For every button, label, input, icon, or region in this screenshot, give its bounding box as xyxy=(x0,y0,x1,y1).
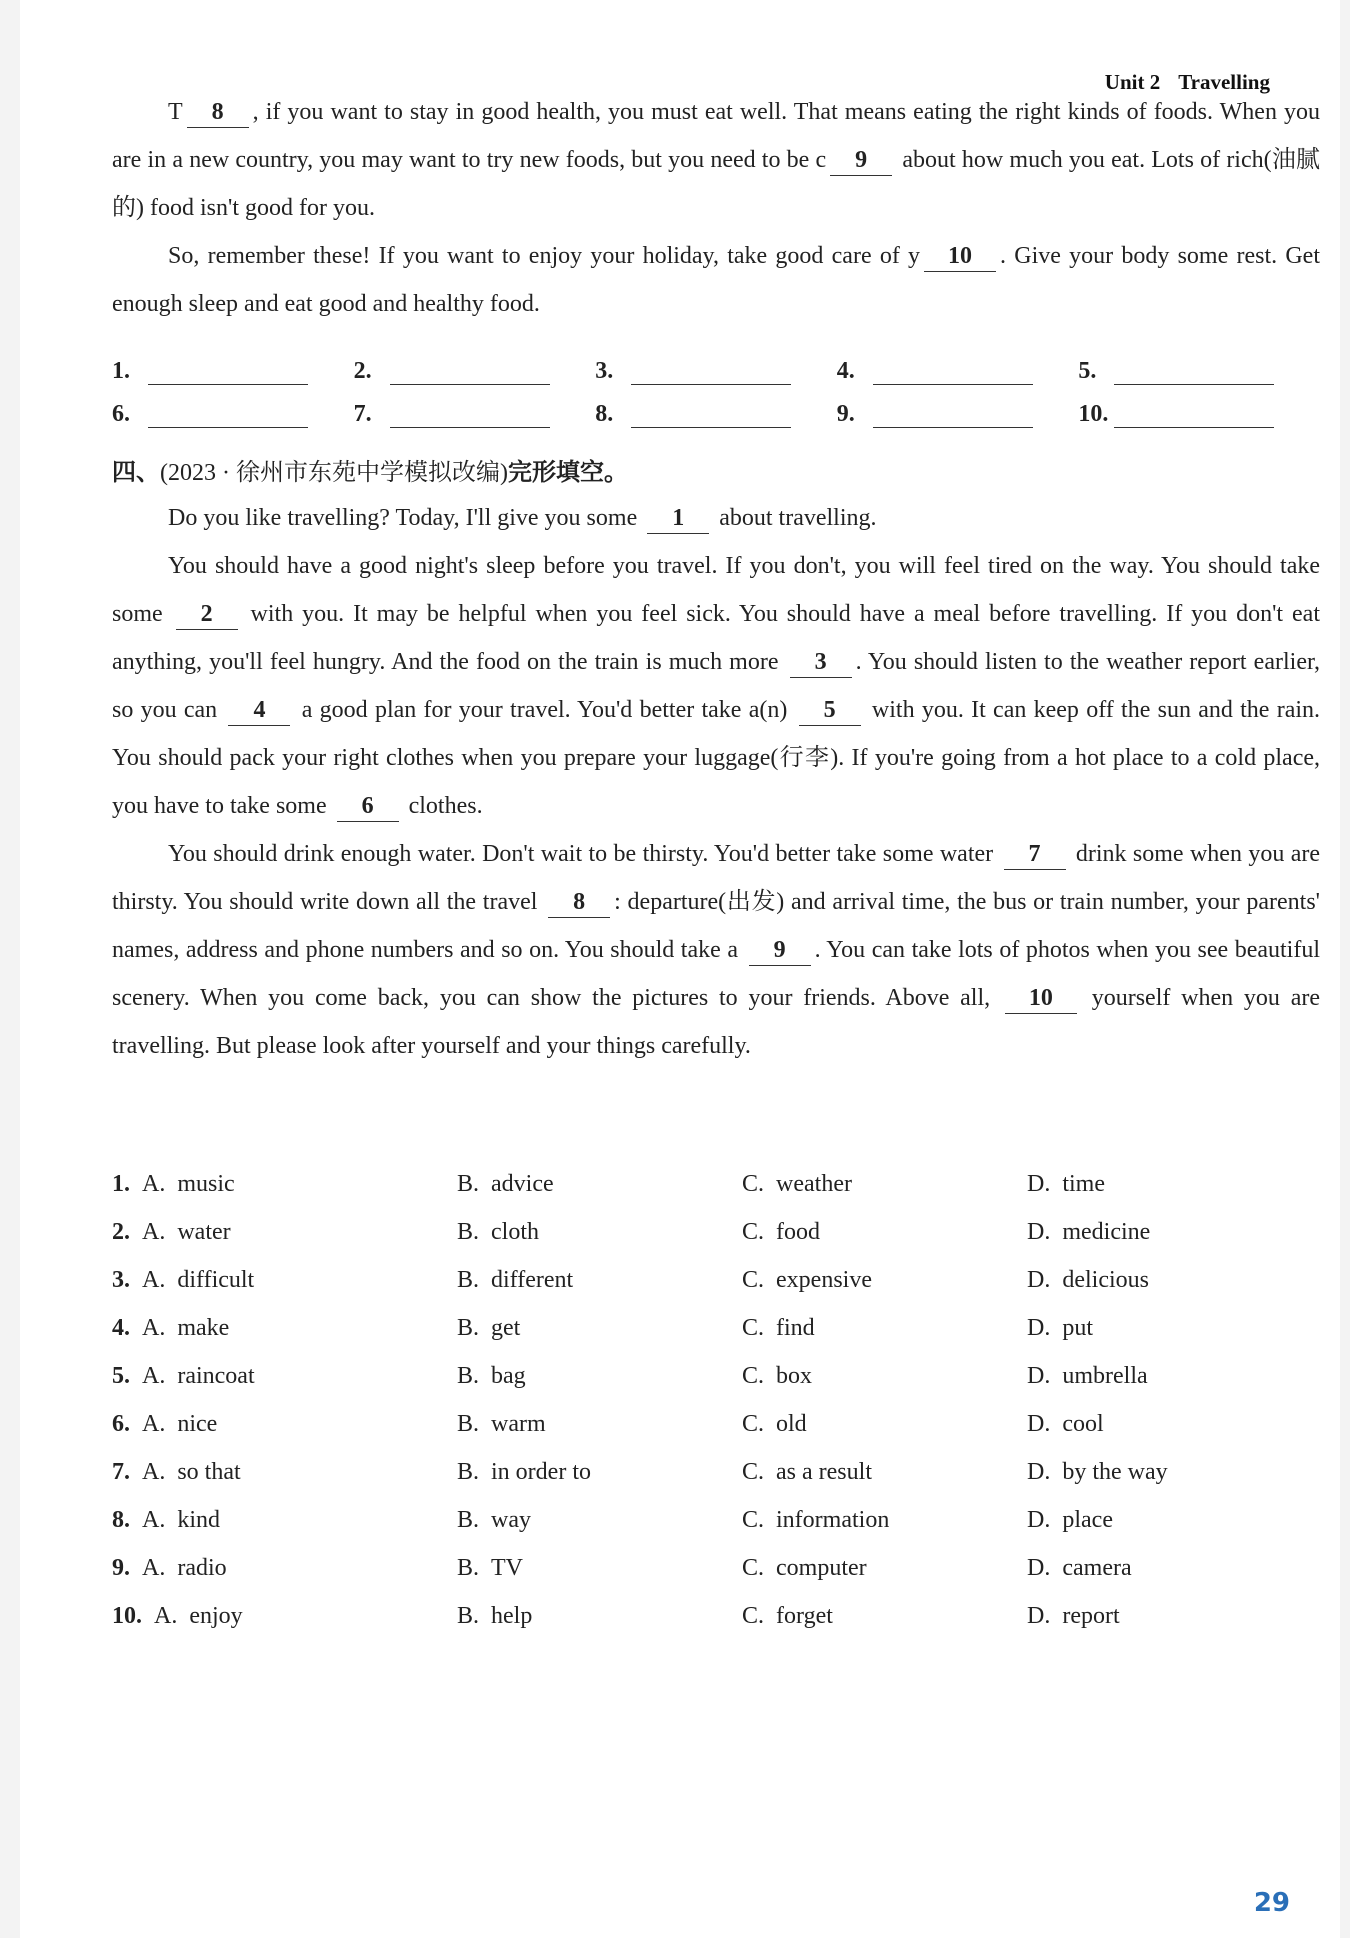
answer-line[interactable] xyxy=(837,399,1079,428)
option-row xyxy=(112,1304,1320,1352)
question-number: 3. xyxy=(112,1266,130,1293)
option-b[interactable] xyxy=(457,1267,573,1294)
passage-b-paragraph-1 xyxy=(112,494,1320,542)
option-letter: C. xyxy=(742,1554,765,1581)
answer-line[interactable] xyxy=(837,356,1079,385)
option-b[interactable] xyxy=(457,1411,546,1438)
answer-blank[interactable] xyxy=(873,399,1033,428)
option-text: make xyxy=(177,1314,230,1341)
answer-line[interactable] xyxy=(595,399,837,428)
passage-b-paragraph-3 xyxy=(112,830,1320,1070)
option-text: kind xyxy=(177,1506,221,1533)
option-letter: D. xyxy=(1027,1218,1051,1245)
option-text: find xyxy=(776,1314,815,1341)
option-letter: A. xyxy=(142,1458,166,1485)
blank-2[interactable]: 2 xyxy=(176,599,238,630)
option-b[interactable] xyxy=(457,1219,539,1246)
option-a[interactable] xyxy=(142,1219,231,1246)
option-letter: D. xyxy=(1027,1266,1051,1293)
option-b[interactable] xyxy=(457,1555,523,1582)
option-c[interactable] xyxy=(742,1363,812,1390)
section-title xyxy=(112,452,628,487)
option-text: enjoy xyxy=(189,1602,243,1629)
question-number: 5. xyxy=(112,1362,130,1389)
page xyxy=(20,0,1340,1938)
text-span: with you. It may be helpful when you feel sick. You should have a meal before travelling. If you don't eat anything, you'll feel hungry. And the food on the train is much more xyxy=(112,601,1320,675)
option-text: way xyxy=(491,1506,531,1533)
option-letter: D. xyxy=(1027,1314,1051,1341)
option-letter: B. xyxy=(457,1458,480,1485)
option-letter: D. xyxy=(1027,1410,1051,1437)
answer-number: 10. xyxy=(1078,401,1109,427)
option-d[interactable] xyxy=(1027,1411,1104,1438)
blank-6[interactable]: 6 xyxy=(337,791,399,822)
option-text: music xyxy=(177,1170,235,1197)
passage-a-paragraph-1 xyxy=(112,88,1320,232)
answer-number: 6. xyxy=(112,401,130,427)
answer-blank[interactable] xyxy=(148,399,308,428)
option-text: box xyxy=(776,1362,813,1389)
answer-line[interactable] xyxy=(112,356,354,385)
option-text: forget xyxy=(776,1602,833,1629)
option-letter: C. xyxy=(742,1362,765,1389)
option-d[interactable] xyxy=(1027,1507,1113,1534)
option-c[interactable] xyxy=(742,1219,820,1246)
blank-3[interactable]: 3 xyxy=(790,647,852,678)
option-letter: B. xyxy=(457,1170,480,1197)
option-text: computer xyxy=(776,1554,867,1581)
question-number: 4. xyxy=(112,1314,130,1341)
option-letter: B. xyxy=(457,1410,480,1437)
text-span: You should have a good night's sleep before you travel. If you don't, you will feel tired on the way. You should take some xyxy=(112,553,1320,627)
option-row xyxy=(112,1400,1320,1448)
option-text: information xyxy=(776,1506,890,1533)
option-text: weather xyxy=(776,1170,852,1197)
answer-line[interactable] xyxy=(112,399,354,428)
option-row xyxy=(112,1352,1320,1400)
text-span: . Give your body some rest. Get enough sleep and eat good and healthy food. xyxy=(112,243,1321,317)
answer-blank[interactable] xyxy=(631,356,791,385)
answer-blank[interactable] xyxy=(1114,356,1274,385)
option-letter: D. xyxy=(1027,1602,1051,1629)
section-label: 四、 xyxy=(112,458,160,486)
option-b[interactable] xyxy=(457,1459,591,1486)
question-number: 7. xyxy=(112,1458,130,1485)
text-span: about travelling. xyxy=(719,505,877,531)
blank-9[interactable]: 9 xyxy=(830,145,892,176)
passage-a-paragraph-2 xyxy=(112,232,1320,328)
option-text: camera xyxy=(1062,1554,1132,1581)
option-letter: C. xyxy=(742,1314,765,1341)
question-number: 2. xyxy=(112,1218,130,1245)
answer-blank[interactable] xyxy=(390,356,550,385)
option-c[interactable] xyxy=(742,1507,889,1534)
option-b[interactable] xyxy=(457,1171,554,1198)
option-text: report xyxy=(1062,1602,1120,1629)
option-text: in order to xyxy=(491,1458,591,1485)
option-letter: C. xyxy=(742,1506,765,1533)
option-row xyxy=(112,1544,1320,1592)
option-letter: B. xyxy=(457,1506,480,1533)
option-c[interactable] xyxy=(742,1267,872,1294)
option-letter: C. xyxy=(742,1410,765,1437)
option-a[interactable] xyxy=(142,1459,241,1486)
option-text: place xyxy=(1062,1506,1113,1533)
text-span: about how much you eat. Lots of rich(油腻的) food isn't good for you. xyxy=(112,147,1321,221)
option-c[interactable] xyxy=(742,1315,815,1342)
option-text: cloth xyxy=(491,1218,540,1245)
section-heading: 完形填空。 xyxy=(507,458,628,486)
option-text: time xyxy=(1062,1170,1105,1197)
answer-blank[interactable] xyxy=(873,356,1033,385)
option-b[interactable] xyxy=(457,1507,531,1534)
option-letter: B. xyxy=(457,1362,480,1389)
option-letter: B. xyxy=(457,1602,480,1629)
option-d[interactable] xyxy=(1027,1267,1149,1294)
blank-5[interactable]: 5 xyxy=(799,695,861,726)
option-text: by the way xyxy=(1062,1458,1168,1485)
option-text: old xyxy=(776,1410,807,1437)
text-span: . You can take lots of photos when you see beautiful scenery. When you come back, you can show the pictures to your friends. Above all, xyxy=(112,937,1321,1011)
option-text: raincoat xyxy=(177,1362,255,1389)
blank-8[interactable]: 8 xyxy=(187,97,249,128)
option-letter: D. xyxy=(1027,1362,1051,1389)
blank-8b[interactable]: 8 xyxy=(548,887,610,918)
text-span: drink some when you are thirsty. You should write down all the travel xyxy=(112,841,1320,915)
blank-10[interactable]: 10 xyxy=(924,241,996,272)
option-letter: C. xyxy=(742,1458,765,1485)
option-text: water xyxy=(177,1218,231,1245)
option-letter: D. xyxy=(1027,1554,1051,1581)
text-span: : departure(出发) and arrival time, the bus or train number, your parents' names, address and phone numbers and so on. You should take a xyxy=(112,889,1320,963)
option-a[interactable] xyxy=(142,1507,220,1534)
text-span: You should drink enough water. Don't wait to be thirsty. You'd better take some water xyxy=(168,841,994,867)
option-d[interactable] xyxy=(1027,1459,1168,1486)
option-row xyxy=(112,1256,1320,1304)
options-list xyxy=(112,1160,1320,1640)
answer-number: 7. xyxy=(353,401,372,427)
option-text: delicious xyxy=(1062,1266,1149,1293)
answer-blank[interactable] xyxy=(631,399,791,428)
option-row xyxy=(112,1448,1320,1496)
option-text: as a result xyxy=(776,1458,872,1485)
option-letter: C. xyxy=(742,1266,765,1293)
answer-number: 8. xyxy=(595,401,614,427)
option-letter: B. xyxy=(457,1314,480,1341)
text-span: Do you like travelling? Today, I'll give you some xyxy=(168,505,638,531)
text-span: yourself when you are travelling. But please look after yourself and your things carefully. xyxy=(112,985,1321,1059)
option-text: help xyxy=(491,1602,533,1629)
option-c[interactable] xyxy=(742,1459,872,1486)
option-text: nice xyxy=(177,1410,218,1437)
page-number: 29 xyxy=(1253,1888,1290,1918)
option-text: different xyxy=(491,1266,574,1293)
option-text: difficult xyxy=(177,1266,255,1293)
option-letter: B. xyxy=(457,1554,480,1581)
answer-number: 9. xyxy=(836,401,855,427)
answer-blank[interactable] xyxy=(390,399,550,428)
option-letter: D. xyxy=(1027,1170,1051,1197)
question-number: 10. xyxy=(112,1602,142,1629)
text-span: T xyxy=(168,99,183,125)
passage-a xyxy=(112,88,1320,328)
option-a[interactable] xyxy=(142,1315,229,1342)
option-letter: A. xyxy=(142,1362,166,1389)
option-a[interactable] xyxy=(142,1363,255,1390)
option-text: put xyxy=(1062,1314,1094,1341)
option-text: cool xyxy=(1062,1410,1104,1437)
option-c[interactable] xyxy=(742,1171,852,1198)
option-letter: C. xyxy=(742,1218,765,1245)
option-letter: A. xyxy=(142,1266,166,1293)
text-span: , if you want to stay in good health, you must eat well. That means eating the right kinds of foods. When you are in a new country, you may want to try new foods, but you need to be c xyxy=(112,99,1320,173)
option-text: bag xyxy=(491,1362,526,1389)
option-a[interactable] xyxy=(154,1603,243,1630)
answer-blank[interactable] xyxy=(1114,399,1274,428)
option-letter: B. xyxy=(457,1266,480,1293)
option-letter: A. xyxy=(142,1554,166,1581)
option-a[interactable] xyxy=(142,1267,254,1294)
blank-7[interactable]: 7 xyxy=(1004,839,1066,870)
answer-number: 1. xyxy=(112,358,130,384)
answer-number: 2. xyxy=(353,358,372,384)
option-a[interactable] xyxy=(142,1555,227,1582)
text-span: clothes. xyxy=(408,793,483,819)
option-d[interactable] xyxy=(1027,1171,1105,1198)
option-text: get xyxy=(491,1314,521,1341)
option-text: umbrella xyxy=(1062,1362,1148,1389)
option-b[interactable] xyxy=(457,1603,532,1630)
question-number: 1. xyxy=(112,1170,130,1197)
option-row xyxy=(112,1208,1320,1256)
blank-1[interactable]: 1 xyxy=(647,503,709,534)
option-d[interactable] xyxy=(1027,1363,1148,1390)
option-text: advice xyxy=(491,1170,554,1197)
passage-b xyxy=(112,494,1320,1070)
option-d[interactable] xyxy=(1027,1219,1150,1246)
blank-9b[interactable]: 9 xyxy=(749,935,811,966)
option-text: so that xyxy=(177,1458,241,1485)
option-a[interactable] xyxy=(142,1171,235,1198)
option-letter: C. xyxy=(742,1170,765,1197)
answer-number: 3. xyxy=(595,358,614,384)
text-span: So, remember these! If you want to enjoy your holiday, take good care of y xyxy=(168,243,921,269)
answer-number: 5. xyxy=(1078,358,1097,384)
option-letter: D. xyxy=(1027,1458,1051,1485)
question-number: 8. xyxy=(112,1506,130,1533)
option-text: medicine xyxy=(1062,1218,1151,1245)
answer-blank[interactable] xyxy=(148,356,308,385)
answer-line[interactable] xyxy=(354,399,596,428)
answer-lines xyxy=(112,356,1320,428)
option-d[interactable] xyxy=(1027,1315,1093,1342)
option-row xyxy=(112,1592,1320,1640)
option-text: TV xyxy=(491,1554,524,1581)
answer-number: 4. xyxy=(836,358,855,384)
option-b[interactable] xyxy=(457,1315,520,1342)
option-letter: A. xyxy=(142,1170,166,1197)
option-letter: A. xyxy=(142,1314,166,1341)
question-number: 6. xyxy=(112,1410,130,1437)
blank-10b[interactable]: 10 xyxy=(1005,983,1077,1014)
answer-line[interactable] xyxy=(595,356,837,385)
option-d[interactable] xyxy=(1027,1555,1132,1582)
unit-title: Travelling xyxy=(1178,70,1270,94)
answer-line[interactable] xyxy=(1078,356,1320,385)
option-text: expensive xyxy=(776,1266,872,1293)
option-letter: A. xyxy=(154,1602,178,1629)
option-c[interactable] xyxy=(742,1411,807,1438)
option-c[interactable] xyxy=(742,1603,833,1630)
option-c[interactable] xyxy=(742,1555,867,1582)
option-text: warm xyxy=(491,1410,546,1437)
blank-4[interactable]: 4 xyxy=(228,695,290,726)
option-letter: D. xyxy=(1027,1506,1051,1533)
option-letter: A. xyxy=(142,1218,166,1245)
section-source: (2023 · 徐州市东苑中学模拟改编) xyxy=(160,460,508,486)
option-b[interactable] xyxy=(457,1363,526,1390)
text-span: with you. It can keep off the sun and the rain. You should pack your right clothes when you prepare your luggage(行李). If you're going from a hot place to a cold place, you have to take some xyxy=(112,697,1321,819)
option-letter: A. xyxy=(142,1506,166,1533)
option-text: radio xyxy=(177,1554,227,1581)
text-span: . You should listen to the weather report earlier, so you can xyxy=(112,649,1321,723)
option-row xyxy=(112,1496,1320,1544)
option-letter: B. xyxy=(457,1218,480,1245)
unit-label: Unit 2 xyxy=(1104,70,1161,94)
option-letter: C. xyxy=(742,1602,765,1629)
answer-line[interactable] xyxy=(354,356,596,385)
option-d[interactable] xyxy=(1027,1603,1120,1630)
text-span: a good plan for your travel. You'd better take a(n) xyxy=(301,697,788,723)
option-text: food xyxy=(776,1218,821,1245)
option-a[interactable] xyxy=(142,1411,217,1438)
answer-line[interactable] xyxy=(1078,399,1320,428)
passage-b-paragraph-2 xyxy=(112,542,1320,830)
option-row xyxy=(112,1160,1320,1208)
option-letter: A. xyxy=(142,1410,166,1437)
question-number: 9. xyxy=(112,1554,130,1581)
